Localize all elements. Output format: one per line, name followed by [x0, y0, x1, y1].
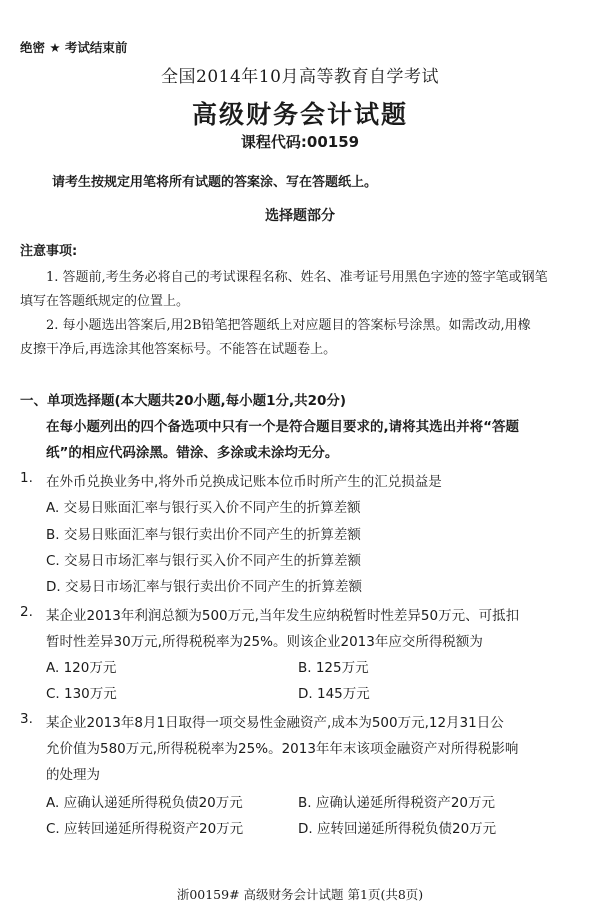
question-1-option-d: D. 交易日市场汇率与银行卖出价不同产生的折算差额: [46, 579, 362, 595]
section-desc-line-1: 在每小题列出的四个备选项中只有一个是符合题目要求的,请将其选出并将“答题: [46, 419, 519, 435]
question-3-text-line-1: 某企业2013年8月1日取得一项交易性金融资产,成本为500万元,12月31日公: [46, 715, 504, 731]
question-2-option-b: B. 125万元: [298, 660, 369, 676]
question-3-number: 3.: [20, 711, 33, 727]
question-1-number: 1.: [20, 470, 33, 486]
question-2-option-d: D. 145万元: [298, 686, 370, 702]
question-1-option-a: A. 交易日账面汇率与银行买入价不同产生的折算差额: [46, 500, 361, 516]
question-1-text: 在外币兑换业务中,将外币兑换成记账本位币时所产生的汇兑损益是: [46, 474, 442, 490]
paper-title: 高级财务会计试题: [191, 100, 408, 129]
question-3-option-d: D. 应转回递延所得税负债20万元: [298, 821, 497, 837]
section-desc-line-2: 纸”的相应代码涂黑。错涂、多涂或未涂均无分。: [46, 445, 339, 461]
secret-label: 绝密 ★ 考试结束前: [20, 40, 128, 55]
notes-title: 注意事项:: [20, 244, 78, 259]
question-2-number: 2.: [20, 604, 33, 620]
section-title: 一、单项选择题(本大题共20小题,每小题1分,共20分): [20, 393, 347, 409]
exam-name: 全国2014年10月高等教育自学考试: [161, 67, 439, 87]
note-1-line-2: 填写在答题纸规定的位置上。: [20, 294, 190, 309]
question-3-option-b: B. 应确认递延所得税资产20万元: [298, 795, 496, 811]
question-3-text-line-2: 允价值为580万元,所得税税率为25%。2013年年末该项金融资产对所得税影响: [46, 741, 519, 757]
question-2-option-c: C. 130万元: [46, 686, 117, 702]
course-code: 课程代码:00159: [240, 133, 360, 151]
part-title: 选择题部分: [265, 208, 335, 224]
note-2-line-2: 皮擦干净后,再选涂其他答案标号。不能答在试题卷上。: [20, 342, 337, 357]
question-2-option-a: A. 120万元: [46, 660, 117, 676]
question-3-text-line-3: 的处理为: [46, 767, 100, 783]
question-3-option-c: C. 应转回递延所得税资产20万元: [46, 821, 244, 837]
page-footer: 浙00159# 高级财务会计试题 第1页(共8页): [176, 887, 424, 902]
note-2-line-1: 2. 每小题选出答案后,用2B铅笔把答题纸上对应题目的答案标号涂黑。如需改动,用橡: [46, 318, 531, 333]
question-2-text-line-1: 某企业2013年利润总额为500万元,当年发生应纳税暂时性差异50万元、可抵扣: [46, 608, 520, 624]
question-1-option-b: B. 交易日账面汇率与银行卖出价不同产生的折算差额: [46, 527, 361, 543]
answer-instruction: 请考生按规定用笔将所有试题的答案涂、写在答题纸上。: [52, 175, 378, 190]
question-1-option-c: C. 交易日市场汇率与银行买入价不同产生的折算差额: [46, 553, 362, 569]
note-1-line-1: 1. 答题前,考生务必将自己的考试课程名称、姓名、准考证号用黑色字迹的签字笔或钢笔: [46, 270, 548, 285]
question-3-option-a: A. 应确认递延所得税负债20万元: [46, 795, 243, 811]
question-2-text-line-2: 暂时性差异30万元,所得税税率为25%。则该企业2013年应交所得税额为: [46, 634, 483, 650]
